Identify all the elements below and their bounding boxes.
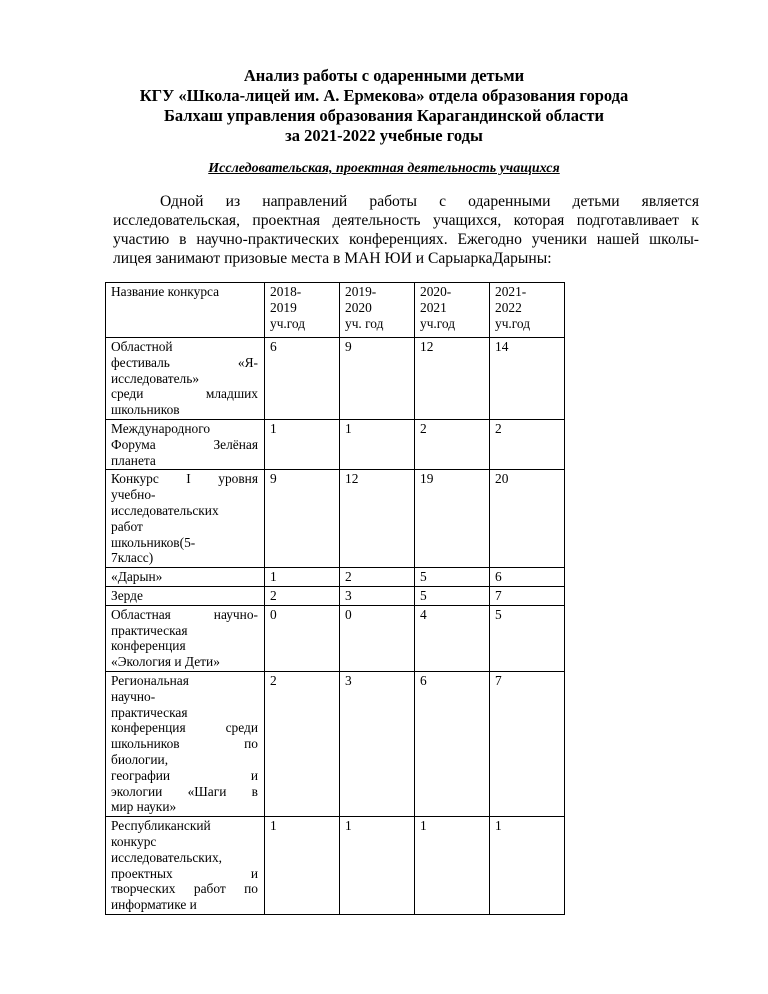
contest-name-cell — [106, 671, 265, 816]
title-line-1: Анализ работы с одаренными детьми — [243, 66, 525, 85]
result-count-cell: 14 — [490, 338, 565, 420]
header-year-line: 2021- — [495, 284, 527, 299]
result-count-cell: 3 — [340, 671, 415, 816]
contest-name-line: «Дарын» — [111, 569, 163, 585]
result-count-cell: 7 — [490, 586, 565, 605]
contest-name-line: учебно- — [111, 487, 156, 503]
contest-name-cell — [106, 419, 265, 469]
header-year-line: уч.год — [270, 316, 306, 331]
header-year-2018-2019 — [265, 283, 340, 338]
contest-name-line: практическая — [111, 704, 188, 720]
paragraph-line-3: участию в научно-практических конференциях. Ежегодно ученики нашей школы- — [113, 231, 699, 248]
paragraph-line-4: лицея занимают призовые места в МАН ЮИ и СарыаркаДарыны: — [113, 250, 552, 267]
header-year-2020-2021 — [415, 283, 490, 338]
table-row — [106, 605, 565, 671]
table-row — [106, 338, 565, 420]
contest-name-line: планета — [111, 452, 156, 468]
contest-name-line: Конкурс I уровня — [111, 471, 258, 487]
result-count-cell: 6 — [415, 671, 490, 816]
contest-name-line: среди младших — [111, 386, 258, 402]
contest-name-cell — [106, 586, 265, 605]
result-count-cell: 1 — [340, 419, 415, 469]
contest-name-line: биологии, — [111, 751, 169, 767]
result-count-cell: 5 — [415, 568, 490, 587]
header-year-2021-2022 — [490, 283, 565, 338]
contest-name-cell — [106, 605, 265, 671]
header-contest-name: Название конкурса — [106, 283, 265, 338]
contest-name-line: исследователь» — [111, 370, 200, 386]
result-count-cell: 12 — [415, 338, 490, 420]
contest-name-line: научно- — [111, 688, 156, 704]
result-count-cell: 6 — [265, 338, 340, 420]
header-year-line: 2019 — [270, 300, 297, 315]
table-row — [106, 586, 565, 605]
result-count-cell: 1 — [490, 817, 565, 915]
contest-name-line: Республиканский — [111, 818, 211, 834]
contest-name-line: школьников — [111, 402, 180, 418]
contest-name-cell — [106, 470, 265, 568]
contest-name-line: фестиваль «Я- — [111, 354, 258, 370]
contest-name-line: конференция среди — [111, 720, 258, 736]
contest-name-line: работ — [111, 518, 143, 534]
header-year-line: уч. год — [345, 316, 384, 331]
result-count-cell: 1 — [265, 568, 340, 587]
paragraph-line-2: исследовательская, проектная деятельность учащихся, которая подготавливает к — [113, 212, 699, 229]
contest-name-line: исследовательских, — [111, 849, 222, 865]
contest-name-cell — [106, 568, 265, 587]
table-header-row — [106, 283, 565, 338]
contest-name-line: практическая — [111, 622, 188, 638]
result-count-cell: 0 — [265, 605, 340, 671]
contest-name-line: Зерде — [111, 587, 143, 603]
header-year-line: 2018- — [270, 284, 302, 299]
contest-name-line: Региональная — [111, 672, 189, 688]
result-count-cell: 20 — [490, 470, 565, 568]
result-count-cell: 1 — [265, 817, 340, 915]
result-count-cell: 6 — [490, 568, 565, 587]
result-count-cell: 1 — [340, 817, 415, 915]
title-line-3: Балхаш управления образования Карагандинской области — [163, 106, 604, 125]
contest-name-line: Форума Зелёная — [111, 436, 258, 452]
result-count-cell: 1 — [415, 817, 490, 915]
contest-name-line: проектных и — [111, 865, 258, 881]
contest-name-line: творческих работ по — [111, 881, 258, 897]
result-count-cell: 4 — [415, 605, 490, 671]
contest-name-line: Международного — [111, 420, 211, 436]
result-count-cell: 9 — [265, 470, 340, 568]
paragraph-line-1: Одной из направлений работы с одаренными детьми является — [160, 193, 699, 210]
result-count-cell: 2 — [340, 568, 415, 587]
result-count-cell: 2 — [265, 586, 340, 605]
contest-name-line: 7класс) — [111, 550, 154, 566]
table-row — [106, 568, 565, 587]
contest-name-line: географии и — [111, 767, 258, 783]
result-count-cell: 7 — [490, 671, 565, 816]
header-year-line: 2021 — [420, 300, 447, 315]
contest-name-line: мир науки» — [111, 799, 177, 815]
header-year-line: 2019- — [345, 284, 377, 299]
result-count-cell: 9 — [340, 338, 415, 420]
header-year-line: 2020- — [420, 284, 452, 299]
document-title — [100, 66, 668, 146]
contest-name-line: конференция — [111, 638, 186, 654]
table-row — [106, 419, 565, 469]
result-count-cell: 2 — [490, 419, 565, 469]
table-row — [106, 470, 565, 568]
header-year-line: уч.год — [495, 316, 531, 331]
result-count-cell: 19 — [415, 470, 490, 568]
contest-name-cell — [106, 817, 265, 915]
contest-name-line: исследовательских — [111, 502, 219, 518]
section-heading: Исследовательская, проектная деятельность учащихся — [208, 161, 560, 176]
intro-paragraph — [113, 192, 699, 268]
result-count-cell: 3 — [340, 586, 415, 605]
title-line-4: за 2021-2022 учебные годы — [285, 126, 483, 145]
contest-name-line: конкурс — [111, 833, 157, 849]
contest-results-table — [105, 282, 565, 915]
result-count-cell: 0 — [340, 605, 415, 671]
header-year-2019-2020 — [340, 283, 415, 338]
contest-name-line: информатике и — [111, 897, 197, 913]
result-count-cell: 5 — [415, 586, 490, 605]
table-row — [106, 671, 565, 816]
result-count-cell: 12 — [340, 470, 415, 568]
title-line-2: КГУ «Школа-лицей им. А. Ермекова» отдела образования города — [139, 86, 629, 105]
result-count-cell: 1 — [265, 419, 340, 469]
header-year-line: 2022 — [495, 300, 522, 315]
contest-name-line: школьников по — [111, 736, 258, 752]
contest-name-line: школьников(5- — [111, 534, 196, 550]
result-count-cell: 2 — [265, 671, 340, 816]
contest-name-cell — [106, 338, 265, 420]
contest-name-line: Областная научно- — [111, 606, 258, 622]
contest-name-line: «Экология и Дети» — [111, 654, 220, 670]
table-row — [106, 817, 565, 915]
header-year-line: 2020 — [345, 300, 372, 315]
contest-name-line: экологии «Шаги в — [111, 783, 258, 799]
result-count-cell: 5 — [490, 605, 565, 671]
contest-name-line: Областной — [111, 339, 173, 354]
header-year-line: уч.год — [420, 316, 456, 331]
result-count-cell: 2 — [415, 419, 490, 469]
